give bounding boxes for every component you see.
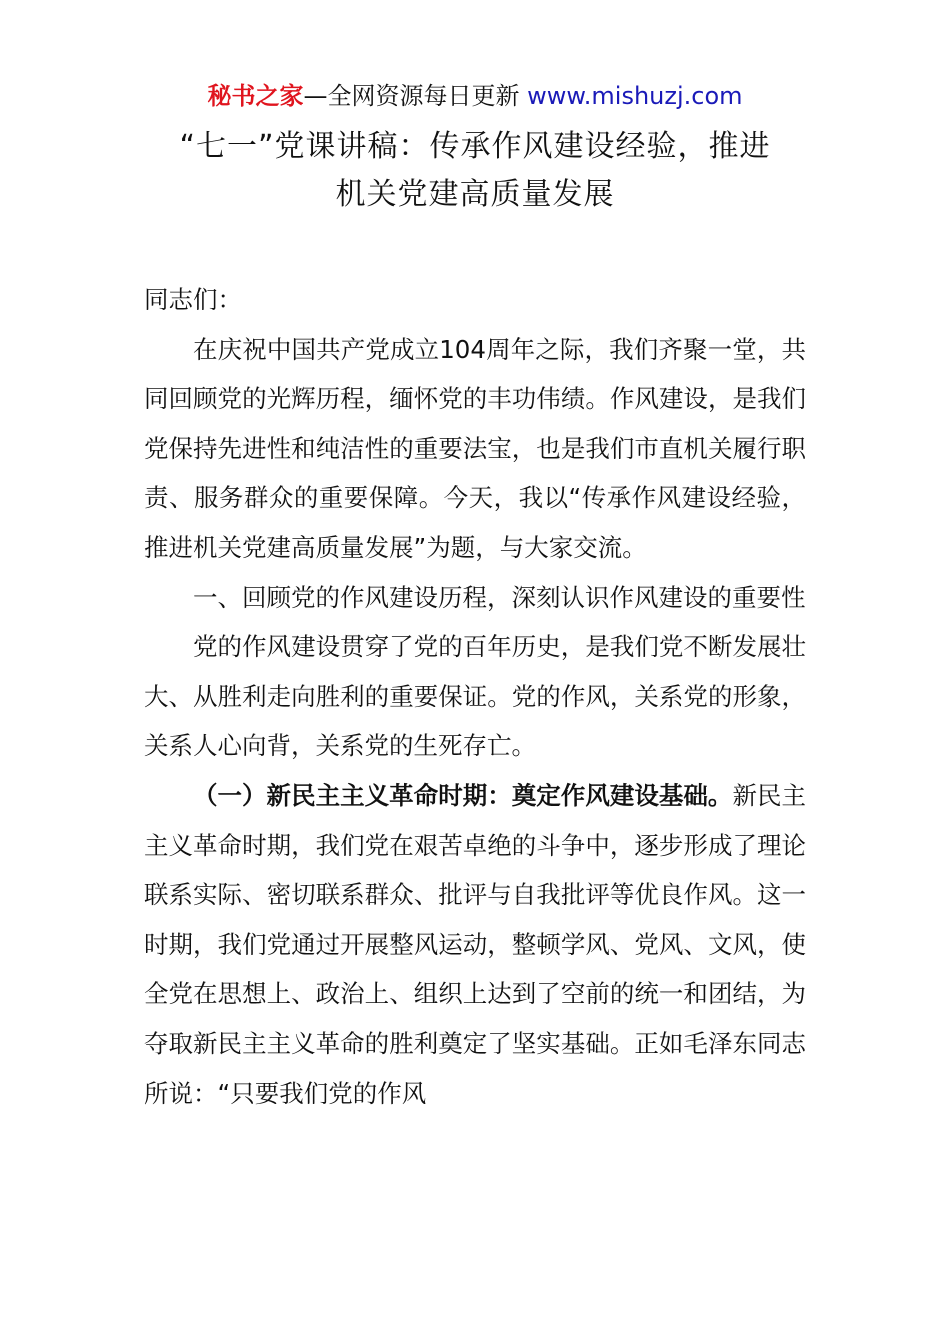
- paragraph-new-democratic-revolution: [144, 771, 806, 1118]
- site-header: [0, 80, 950, 112]
- document-body: [144, 275, 806, 1118]
- salutation: 同志们：: [144, 285, 242, 314]
- site-url-link[interactable]: www.mishuzj.com: [519, 82, 743, 110]
- document-title-line-2: 机关党建高质量发展: [335, 177, 615, 212]
- document-title-line-1: “七一”党课讲稿：传承作风建设经验，推进: [179, 129, 771, 164]
- paragraph-intro: 在庆祝中国共产党成立104周年之际，我们齐聚一堂，共同回顾党的光辉历程，缅怀党的丰功伟绩。作风建设，是我们党保持先进性和纯洁性的重要法宝，也是我们市直机关履行职责、服务群众的重要保障。今天，我以“传承作风建设经验，推进机关党建高质量发展”为题，与大家交流。: [144, 334, 806, 562]
- site-tagline: —全网资源每日更新: [303, 82, 520, 110]
- document-title: [0, 123, 950, 219]
- subsection-heading-1: （一）新民主主义革命时期：奠定作风建设基础。: [193, 780, 733, 810]
- paragraph-history: 党的作风建设贯穿了党的百年历史，是我们党不断发展壮大、从胜利走向胜利的重要保证。党的作风，关系党的形象，关系人心向背，关系党的生死存亡。: [144, 632, 806, 761]
- subsection-text-1: 新民主主义革命时期，我们党在艰苦卓绝的斗争中，逐步形成了理论联系实际、密切联系群众、批评与自我批评等优良作风。这一时期，我们党通过开展整风运动，整顿学风、党风、文风，使全党在思想上、政治上、组织上达到了空前的统一和团结，为夺取新民主主义革命的胜利奠定了坚实基础。正如毛泽东同志所说：“只要我们党的作风: [144, 780, 807, 1108]
- site-brand: 秘书之家: [207, 82, 304, 110]
- section-heading-1: 一、回顾党的作风建设历程，深刻认识作风建设的重要性: [193, 582, 806, 612]
